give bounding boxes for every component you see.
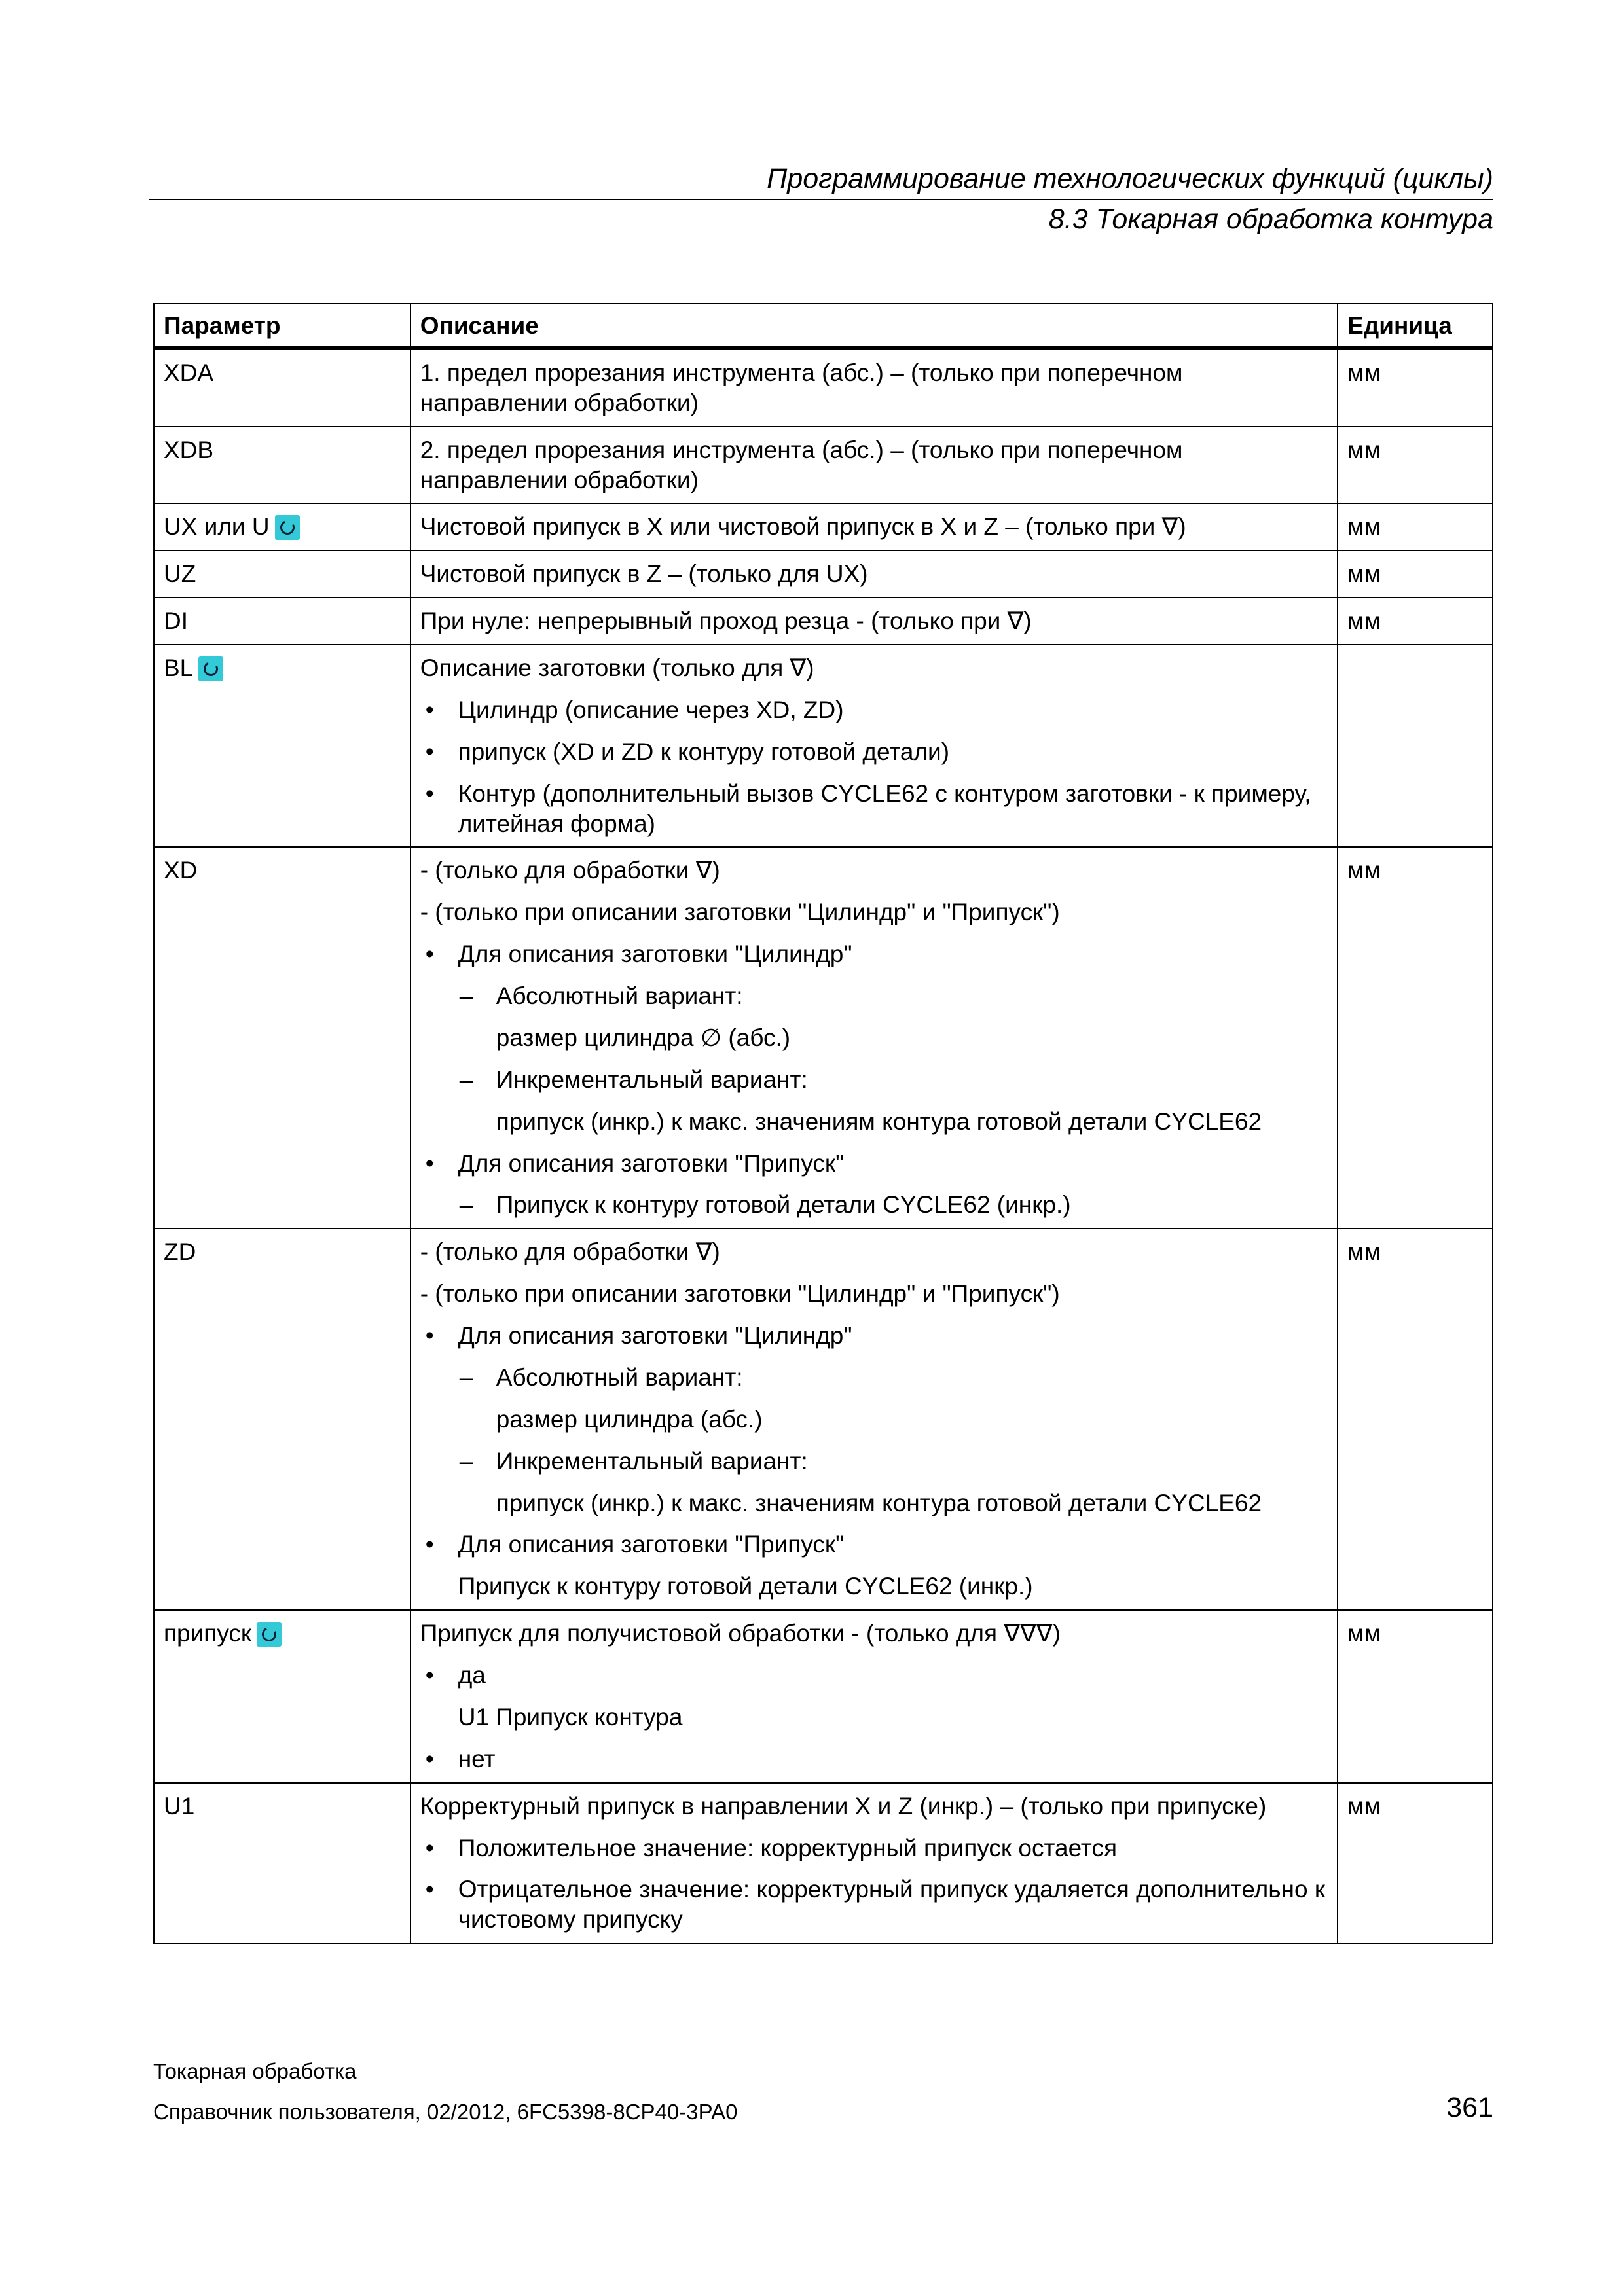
toggle-icon xyxy=(275,515,300,540)
bullet-item: • припуск (XD и ZD к контуру готовой детали) xyxy=(420,737,1328,767)
description-cell xyxy=(410,348,1338,427)
dash-item xyxy=(420,1363,1328,1393)
unit-cell: мм xyxy=(1338,550,1493,598)
dash-marker: – xyxy=(459,1447,473,1475)
param-cell xyxy=(154,427,410,504)
param-name: XDB xyxy=(164,436,214,463)
param-cell xyxy=(154,598,410,645)
param-cell xyxy=(154,1229,410,1610)
dash-item-text: Припуск к контуру готовой детали CYCLE62 (инкр.) xyxy=(496,1191,1071,1219)
description-text: - (только для обработки ∇) xyxy=(420,1238,720,1266)
bullet-item: • Для описания заготовки "Припуск" xyxy=(420,1530,1328,1560)
description-text: - (только для обработки ∇) xyxy=(420,857,720,884)
param-name: UZ xyxy=(164,560,196,588)
table-row xyxy=(154,847,1493,1229)
description-text: Описание заготовки (только для ∇) xyxy=(420,655,814,681)
dash-item-text: Абсолютный вариант: xyxy=(496,982,743,1009)
param-name: U1 xyxy=(164,1792,195,1820)
parameter-table xyxy=(153,303,1493,1944)
bullet-item: • Отрицательное значение: корректурный припуск удаляется дополнительно к чистовому припуску xyxy=(420,1874,1328,1935)
unit-cell: мм xyxy=(1338,1610,1493,1783)
param-name: UX или U xyxy=(164,513,270,541)
description-text: Чистовой припуск в Z – (только для UX) xyxy=(420,560,868,588)
description-cell xyxy=(410,1783,1338,1944)
description-cell xyxy=(410,503,1338,550)
unit-cell: мм xyxy=(1338,1229,1493,1610)
unit-cell: мм xyxy=(1338,503,1493,550)
description-text: Корректурный припуск в направлении X и Z (инкр.) – (только при припуске) xyxy=(420,1792,1267,1820)
unit-cell: мм xyxy=(1338,598,1493,645)
table-row xyxy=(154,348,1493,427)
unit-cell: мм xyxy=(1338,1783,1493,1944)
toggle-icon xyxy=(257,1622,282,1647)
dash-item-text: Абсолютный вариант: xyxy=(496,1363,743,1391)
description-cell xyxy=(410,645,1338,847)
table-row xyxy=(154,645,1493,847)
description-text: 2. предел прорезания инструмента (абс.) – (только при поперечном направлении обработки) xyxy=(420,436,1183,493)
dash-marker: – xyxy=(459,1191,473,1219)
description-text: - (только при описании заготовки "Цилиндр" и "Припуск") xyxy=(420,1280,1060,1308)
unit-cell: мм xyxy=(1338,348,1493,427)
param-name: DI xyxy=(164,607,188,635)
description-text: Припуск для получистовой обработки - (только для ∇∇∇) xyxy=(420,1620,1061,1647)
column-header-unit: Единица xyxy=(1338,304,1493,348)
param-name: ZD xyxy=(164,1238,196,1266)
indented-text: припуск (инкр.) к макс. значениям контура готовой детали CYCLE62 xyxy=(496,1107,1262,1135)
dash-item xyxy=(420,1065,1328,1095)
dash-item xyxy=(420,1190,1328,1220)
chapter-title: Программирование технологических функций (циклы) xyxy=(767,163,1493,194)
description-cell xyxy=(410,598,1338,645)
unit-cell: мм xyxy=(1338,847,1493,1229)
page-number: 361 xyxy=(1446,2092,1493,2123)
section-title: 8.3 Токарная обработка контура xyxy=(1048,204,1493,235)
description-text: Чистовой припуск в X или чистовой припуск в X и Z – (только при ∇) xyxy=(420,513,1186,541)
bullet-item: • Цилиндр (описание через XD, ZD) xyxy=(420,695,1328,725)
bullet-item: • Контур (дополнительный вызов CYCLE62 с контуром заготовки - к примеру, литейная форма) xyxy=(420,779,1328,839)
param-name: XD xyxy=(164,857,198,884)
table-row xyxy=(154,550,1493,598)
table-row xyxy=(154,1229,1493,1610)
table-row xyxy=(154,1783,1493,1944)
indented-text: размер цилиндра ∅ (абс.) xyxy=(496,1024,791,1051)
param-cell xyxy=(154,847,410,1229)
bullet-item: • Для описания заготовки "Припуск" xyxy=(420,1149,1328,1179)
bullet-continuation: Припуск к контуру готовой детали CYCLE62 (инкр.) xyxy=(458,1573,1033,1600)
footer-manual-info: Справочник пользователя, 02/2012, 6FC5398-8CP40-3PA0 xyxy=(153,2100,738,2124)
bullet-item: • Для описания заготовки "Цилиндр" xyxy=(420,1321,1328,1351)
indented-text: размер цилиндра (абс.) xyxy=(496,1405,763,1433)
param-cell xyxy=(154,550,410,598)
header-rule xyxy=(149,199,1493,200)
table-row xyxy=(154,503,1493,550)
description-cell xyxy=(410,1229,1338,1610)
dash-marker: – xyxy=(459,1066,473,1093)
param-cell xyxy=(154,1783,410,1944)
bullet-item: • Для описания заготовки "Цилиндр" xyxy=(420,939,1328,969)
table-header-row xyxy=(154,304,1493,348)
column-header-description: Описание xyxy=(410,304,1338,348)
dash-marker: – xyxy=(459,982,473,1009)
bullet-continuation: U1 Припуск контура xyxy=(458,1703,683,1731)
param-name: BL xyxy=(164,655,194,681)
dash-item xyxy=(420,981,1328,1011)
description-text: - (только при описании заготовки "Цилиндр" и "Припуск") xyxy=(420,899,1060,926)
toggle-icon xyxy=(198,656,223,681)
indented-text: припуск (инкр.) к макс. значениям контура готовой детали CYCLE62 xyxy=(496,1489,1262,1516)
bullet-item: • да xyxy=(420,1660,1328,1691)
unit-cell xyxy=(1338,645,1493,847)
param-cell xyxy=(154,1610,410,1783)
param-name: припуск xyxy=(164,1620,252,1647)
dash-item xyxy=(420,1446,1328,1477)
table-row xyxy=(154,598,1493,645)
unit-cell: мм xyxy=(1338,427,1493,504)
description-cell xyxy=(410,427,1338,504)
description-cell xyxy=(410,1610,1338,1783)
dash-marker: – xyxy=(459,1363,473,1391)
column-header-parameter: Параметр xyxy=(154,304,410,348)
table-row xyxy=(154,427,1493,504)
dash-item-text: Инкрементальный вариант: xyxy=(496,1066,808,1093)
param-cell xyxy=(154,503,410,550)
bullet-item: • Положительное значение: корректурный припуск остается xyxy=(420,1833,1328,1863)
bullet-item: • нет xyxy=(420,1744,1328,1774)
description-cell xyxy=(410,847,1338,1229)
dash-item-text: Инкрементальный вариант: xyxy=(496,1447,808,1475)
param-name: XDA xyxy=(164,359,214,386)
description-cell xyxy=(410,550,1338,598)
param-cell xyxy=(154,348,410,427)
table-row xyxy=(154,1610,1493,1783)
footer-book-title: Токарная обработка xyxy=(153,2059,357,2083)
description-text: При нуле: непрерывный проход резца - (только при ∇) xyxy=(420,607,1032,635)
description-text: 1. предел прорезания инструмента (абс.) – (только при поперечном направлении обработки) xyxy=(420,359,1183,416)
param-cell xyxy=(154,645,410,847)
